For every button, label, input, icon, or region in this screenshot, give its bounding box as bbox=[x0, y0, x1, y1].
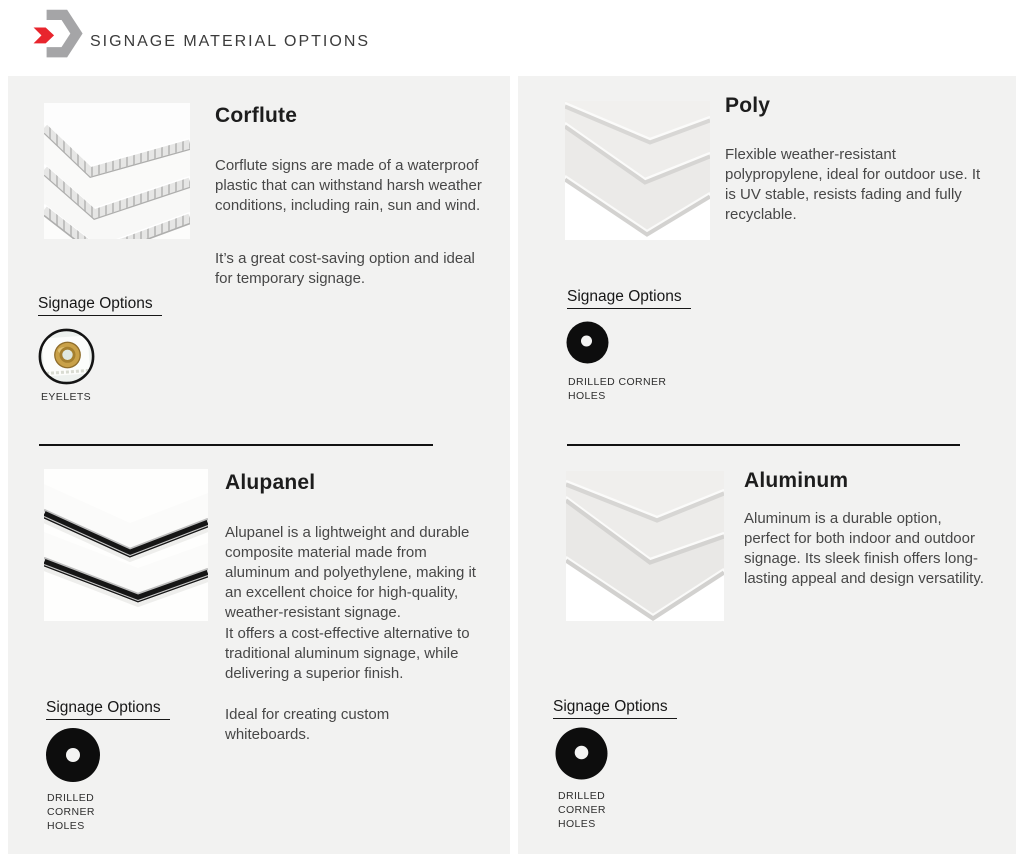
drilled-corner-hole-icon bbox=[45, 727, 101, 783]
drilled-corner-hole-icon bbox=[566, 321, 609, 364]
header bbox=[0, 0, 1024, 76]
poly-option-label: DRILLED CORNER HOLES bbox=[568, 376, 667, 402]
poly-sheets-image bbox=[565, 101, 710, 240]
panel-left bbox=[8, 76, 510, 854]
corflute-description-1: Corflute signs are made of a waterproof plastic that can withstand harsh weather conditions, including rain, sun and wind. bbox=[215, 157, 482, 214]
aluminum-title: Aluminum bbox=[744, 469, 849, 492]
alupanel-description-2: It offers a cost-effective alternative to traditional aluminum signage, while delivering a superior finish. bbox=[225, 625, 470, 682]
corflute-option-label: EYELETS bbox=[41, 391, 92, 403]
page-title: SIGNAGE MATERIAL OPTIONS bbox=[90, 33, 371, 50]
alupanel-option-label: DRILLED CORNER HOLES bbox=[47, 792, 95, 832]
drilled-corner-hole-icon bbox=[555, 727, 608, 780]
alupanel-signage-options-heading: Signage Options bbox=[46, 699, 170, 720]
divider bbox=[39, 444, 433, 446]
alupanel-sheets-image bbox=[44, 469, 208, 621]
divider bbox=[567, 444, 960, 446]
panel-right bbox=[518, 76, 1016, 854]
corflute-title: Corflute bbox=[215, 104, 298, 127]
eyelet-icon bbox=[38, 328, 95, 385]
aluminum-description-1: Aluminum is a durable option, perfect for both indoor and outdoor signage. Its sleek finish offers long-lasting appeal and design versatility. bbox=[744, 510, 984, 587]
corflute-description-2: It’s a great cost-saving option and ideal for temporary signage. bbox=[215, 250, 475, 287]
poly-title: Poly bbox=[725, 94, 771, 117]
alupanel-description-3: Ideal for creating custom whiteboards. bbox=[225, 706, 390, 743]
corflute-sheets-image bbox=[44, 103, 190, 239]
aluminum-sheets-image bbox=[566, 471, 724, 621]
poly-signage-options-heading: Signage Options bbox=[567, 288, 691, 309]
aluminum-option-label: DRILLED CORNER HOLES bbox=[558, 790, 606, 830]
corflute-signage-options-heading: Signage Options bbox=[38, 295, 162, 316]
aluminum-signage-options-heading: Signage Options bbox=[553, 698, 677, 719]
alupanel-title: Alupanel bbox=[225, 471, 316, 494]
alupanel-description-1: Alupanel is a lightweight and durable composite material made from aluminum and polyethylene, making it an excellent choice for high-quality, weather-resistant signage. bbox=[225, 524, 476, 621]
brand-logo-icon bbox=[27, 6, 83, 62]
poly-description-1: Flexible weather-resistant polypropylene, ideal for outdoor use. It is UV stable, resists fading and fully recyclable. bbox=[725, 146, 981, 223]
